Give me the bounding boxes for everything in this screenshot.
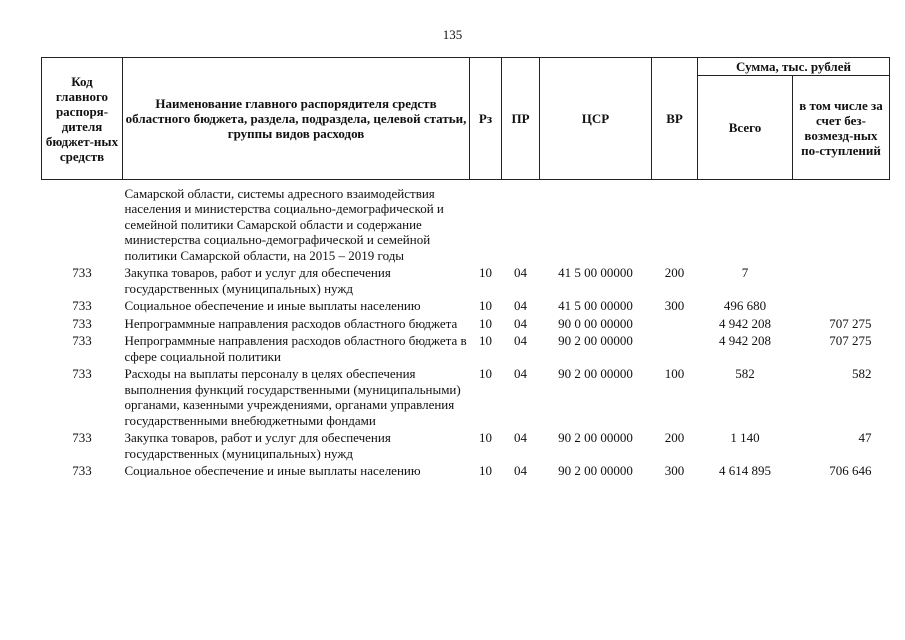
table-row bbox=[42, 265, 890, 298]
cell-incl: 706 646 bbox=[829, 463, 872, 478]
cell-rz: 10 bbox=[479, 430, 492, 445]
cell-pr: 04 bbox=[514, 315, 527, 331]
cell-name: Закупка товаров, работ и услуг для обеспечения государственных (муниципальных) нужд bbox=[124, 430, 391, 461]
cell-vr: 200 bbox=[664, 430, 685, 445]
cell-name: Закупка товаров, работ и услуг для обеспечения государственных (муниципальных) нужд bbox=[124, 265, 391, 296]
cell-vr: 300 bbox=[664, 463, 685, 478]
cell-incl bbox=[793, 265, 890, 298]
cell-incl: 707 275 bbox=[829, 333, 872, 348]
cell-csr bbox=[540, 186, 652, 266]
header-total: Всего bbox=[698, 76, 793, 180]
cell-name: Социальное обеспечение и иные выплаты населению bbox=[124, 463, 421, 478]
cell-total: 4 942 208 bbox=[719, 333, 771, 348]
cell-total: 7 bbox=[741, 265, 749, 280]
cell-csr: 90 2 00 00000 bbox=[558, 430, 633, 445]
cell-csr: 90 2 00 00000 bbox=[558, 366, 633, 381]
cell-rz: 10 bbox=[479, 298, 492, 313]
table-row bbox=[42, 366, 890, 430]
cell-name: Самарской области, системы адресного взаимодействия населения и министерства социально-демографической и семейной политики Самарской области и содержание министерства социально-демографической и семейной политики Самарской области, на 2015 – 2019 годы bbox=[124, 185, 444, 263]
cell-csr: 90 2 00 00000 bbox=[558, 463, 633, 478]
cell-incl: 47 bbox=[858, 430, 872, 445]
cell-incl bbox=[793, 298, 890, 316]
cell-rz bbox=[470, 186, 502, 266]
header-code: Код главного распоря-дителя бюджет-ных средств bbox=[42, 58, 123, 180]
header-incl: в том числе за счет без-возмезд-ных по-ступлений bbox=[793, 76, 890, 180]
cell-vr bbox=[652, 333, 698, 366]
cell-total bbox=[698, 186, 793, 266]
cell-name: Расходы на выплаты персоналу в целях обеспечения выполнения функций государственными (муниципальными) органами, казенными учреждениями, органами управления государственными внебюджетными фондами bbox=[124, 366, 461, 428]
cell-vr bbox=[652, 186, 698, 266]
cell-name: Социальное обеспечение и иные выплаты населению bbox=[124, 298, 421, 313]
cell-code: 733 bbox=[72, 265, 92, 280]
header-pr: ПР bbox=[502, 58, 540, 180]
cell-pr: 04 bbox=[514, 430, 527, 445]
cell-total: 582 bbox=[735, 366, 755, 381]
cell-pr: 04 bbox=[514, 265, 527, 280]
table-row bbox=[42, 186, 890, 266]
cell-name: Непрограммные направления расходов областного бюджета в сфере социальной политики bbox=[124, 333, 467, 364]
cell-incl: 707 275 bbox=[829, 315, 872, 331]
cell-pr: 04 bbox=[514, 463, 527, 478]
budget-table bbox=[41, 57, 890, 481]
cell-vr bbox=[652, 316, 698, 334]
cell-incl bbox=[793, 186, 890, 266]
cell-pr: 04 bbox=[514, 366, 527, 381]
cell-pr bbox=[502, 186, 540, 266]
cell-incl: 582 bbox=[852, 366, 872, 381]
cell-rz: 10 bbox=[479, 333, 492, 348]
table-row bbox=[42, 463, 890, 481]
cell-csr: 90 0 00 00000 bbox=[558, 315, 633, 331]
cell-csr: 41 5 00 00000 bbox=[558, 298, 633, 313]
cell-code: 733 bbox=[72, 333, 92, 348]
cell-total: 4 614 895 bbox=[719, 463, 771, 478]
table-row bbox=[42, 333, 890, 366]
header-rz: Рз bbox=[470, 58, 502, 180]
cell-rz: 10 bbox=[479, 463, 492, 478]
cell-vr: 200 bbox=[664, 265, 685, 280]
table-body bbox=[42, 180, 890, 481]
cell-code: 733 bbox=[72, 463, 92, 478]
cell-name: Непрограммные направления расходов областного бюджета bbox=[124, 315, 458, 331]
cell-code bbox=[42, 186, 123, 266]
cell-code: 733 bbox=[72, 366, 92, 381]
cell-rz: 10 bbox=[479, 265, 492, 280]
table-row bbox=[42, 430, 890, 463]
cell-rz: 10 bbox=[479, 315, 492, 331]
cell-rz: 10 bbox=[479, 366, 492, 381]
header-csr: ЦСР bbox=[540, 58, 652, 180]
header-sum-group: Сумма, тыс. рублей bbox=[698, 58, 890, 76]
cell-csr: 90 2 00 00000 bbox=[558, 333, 633, 348]
cell-total: 4 942 208 bbox=[719, 315, 771, 331]
cell-total: 496 680 bbox=[723, 298, 767, 313]
cell-vr: 100 bbox=[664, 366, 685, 381]
cell-pr: 04 bbox=[514, 298, 527, 313]
cell-code: 733 bbox=[72, 298, 92, 313]
cell-vr: 300 bbox=[664, 298, 685, 313]
header-name: Наименование главного распорядителя средств областного бюджета, раздела, подраздела, целевой статьи, группы видов расходов bbox=[123, 58, 470, 180]
cell-total: 1 140 bbox=[730, 430, 760, 445]
cell-csr: 41 5 00 00000 bbox=[558, 265, 633, 280]
cell-code: 733 bbox=[72, 315, 92, 331]
table-header bbox=[42, 58, 890, 180]
table-row bbox=[42, 316, 890, 334]
header-vr: ВР bbox=[652, 58, 698, 180]
cell-pr: 04 bbox=[514, 333, 527, 348]
table-row bbox=[42, 298, 890, 316]
cell-code: 733 bbox=[72, 430, 92, 445]
page-number: 135 bbox=[442, 27, 463, 42]
